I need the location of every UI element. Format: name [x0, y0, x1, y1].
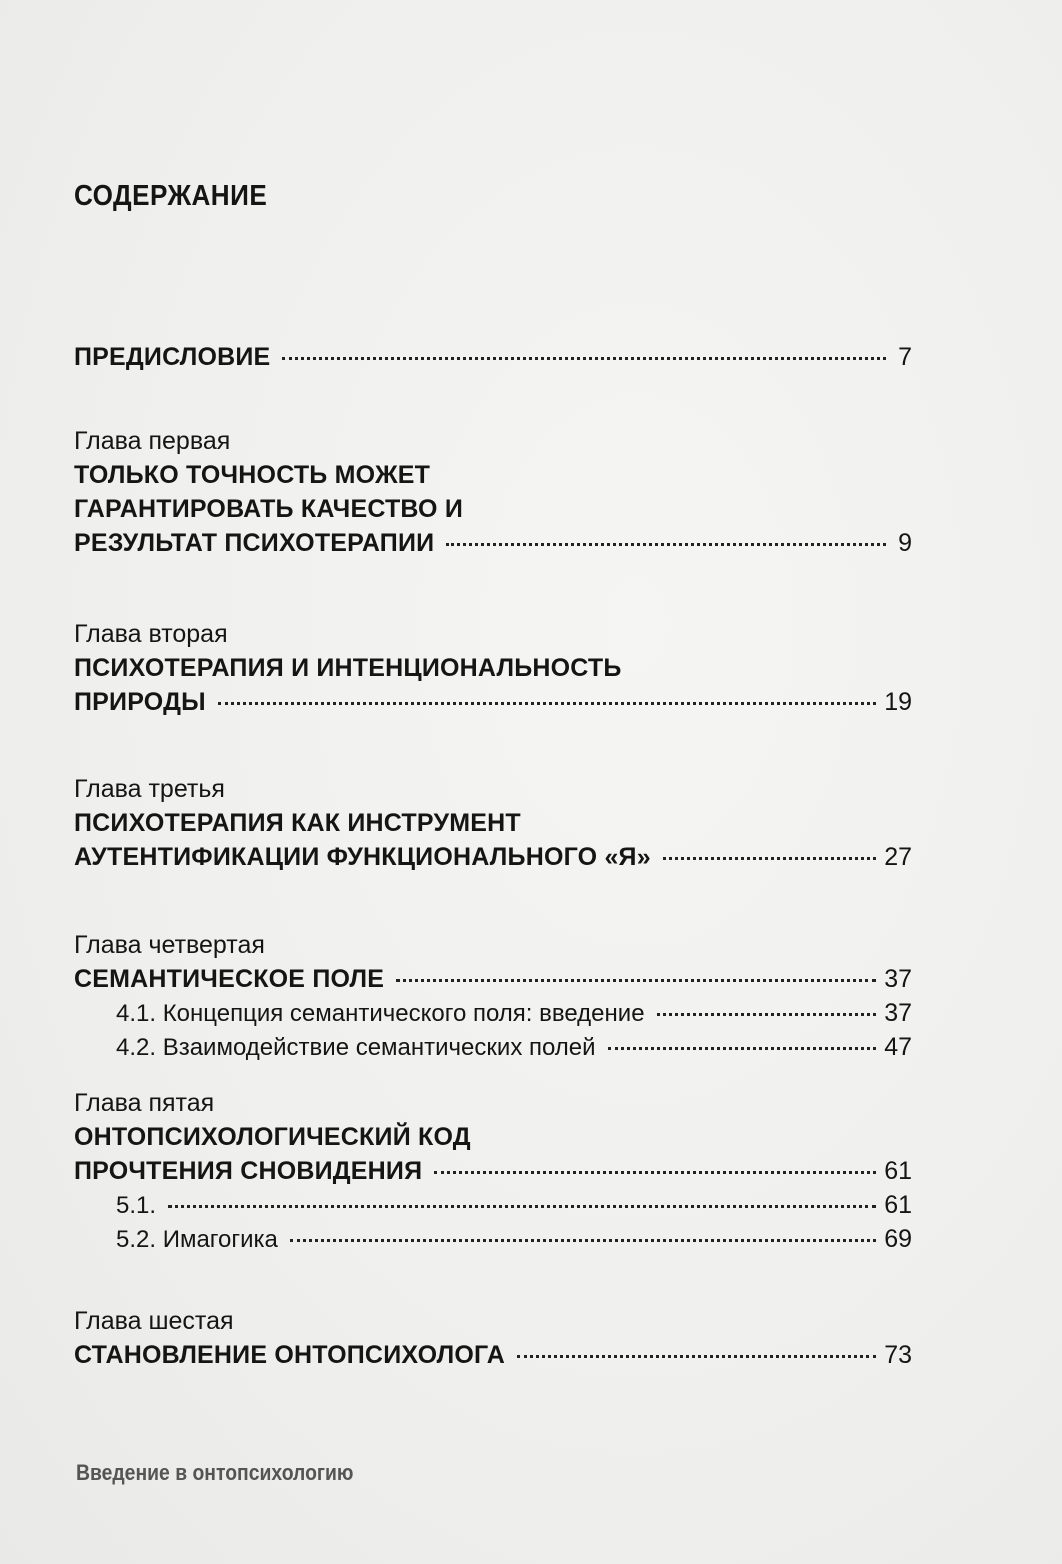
dot-leader [434, 1171, 876, 1174]
subsection-title: 5.1. [116, 1192, 157, 1219]
toc-subsection [74, 996, 912, 1030]
subsection-title: 4.1. Концепция семантического поля: введение [116, 1000, 645, 1027]
toc-entry-chapter-3 [74, 772, 912, 874]
dot-leader [663, 857, 876, 860]
toc-title: ПРИРОДЫ [74, 688, 206, 716]
toc-title-line [74, 1154, 912, 1188]
toc-title-line [74, 962, 912, 996]
page-number: 37 [884, 965, 912, 993]
toc-title-line [74, 651, 912, 685]
page-number: 73 [884, 1341, 912, 1369]
page-number: 37 [884, 999, 912, 1027]
toc-title: ПРОЧТЕНИЯ СНОВИДЕНИЯ [74, 1157, 423, 1185]
dot-leader [290, 1239, 876, 1242]
dot-leader [517, 1355, 876, 1358]
toc-title: СТАНОВЛЕНИЕ ОНТОПСИХОЛОГА [74, 1341, 506, 1369]
page-number: 19 [884, 688, 912, 716]
toc-title-line [74, 685, 912, 719]
subsection-title: 5.2. Имагогика [116, 1226, 278, 1253]
dot-leader [218, 702, 876, 705]
chapter-label: Глава пятая [74, 1089, 215, 1117]
chapter-label: Глава вторая [74, 620, 228, 648]
dot-leader [446, 543, 886, 546]
toc-title-line [74, 840, 912, 874]
chapter-label: Глава первая [74, 427, 231, 455]
dot-leader [657, 1013, 877, 1016]
page-number: 69 [884, 1225, 912, 1253]
dot-leader [608, 1047, 877, 1050]
toc-entry-chapter-1 [74, 424, 912, 560]
toc-entry-preface [74, 340, 912, 374]
toc-title: ТОЛЬКО ТОЧНОСТЬ МОЖЕТ [74, 461, 431, 489]
chapter-label: Глава третья [74, 775, 225, 803]
toc-title-line [74, 526, 912, 560]
toc-title: АУТЕНТИФИКАЦИИ ФУНКЦИОНАЛЬНОГО «Я» [74, 843, 651, 871]
toc-title: ПСИХОТЕРАПИЯ И ИНТЕНЦИОНАЛЬНОСТЬ [74, 654, 622, 682]
toc-title: РЕЗУЛЬТАТ ПСИХОТЕРАПИИ [74, 529, 435, 557]
page-number: 27 [884, 843, 912, 871]
toc-heading: СОДЕРЖАНИЕ [74, 180, 268, 212]
dot-leader [396, 979, 876, 982]
running-footer: Введение в онтопсихологию [76, 1460, 354, 1485]
toc-title-line [74, 806, 912, 840]
toc-subsection [74, 1188, 912, 1222]
page-number: 61 [884, 1157, 912, 1185]
toc-title: ОНТОПСИХОЛОГИЧЕСКИЙ КОД [74, 1123, 471, 1151]
toc-title-line [74, 1338, 912, 1372]
toc-title-line [74, 1120, 912, 1154]
toc-subsection [74, 1030, 912, 1064]
toc-subsection [74, 1222, 912, 1256]
page-number: 7 [898, 343, 912, 371]
toc-entry-chapter-5 [74, 1086, 912, 1256]
toc-title: ГАРАНТИРОВАТЬ КАЧЕСТВО И [74, 495, 464, 523]
subsection-title: 4.2. Взаимодействие семантических полей [116, 1034, 596, 1061]
toc-title-line [74, 458, 912, 492]
chapter-label: Глава шестая [74, 1307, 234, 1335]
page-number: 61 [884, 1191, 912, 1219]
toc-title-line [74, 340, 912, 374]
toc-title: ПРЕДИСЛОВИЕ [74, 343, 271, 371]
dot-leader [168, 1205, 876, 1208]
toc-title-line [74, 492, 912, 526]
toc-entry-chapter-6 [74, 1304, 912, 1372]
page-number: 47 [884, 1033, 912, 1061]
toc-entry-chapter-4 [74, 928, 912, 1064]
toc-entry-chapter-2 [74, 617, 912, 719]
dot-leader [282, 357, 886, 360]
chapter-label: Глава четвертая [74, 931, 265, 959]
page-number: 9 [898, 529, 912, 557]
toc-title: ПСИХОТЕРАПИЯ КАК ИНСТРУМЕНТ [74, 809, 521, 837]
toc-title: СЕМАНТИЧЕСКОЕ ПОЛЕ [74, 965, 385, 993]
